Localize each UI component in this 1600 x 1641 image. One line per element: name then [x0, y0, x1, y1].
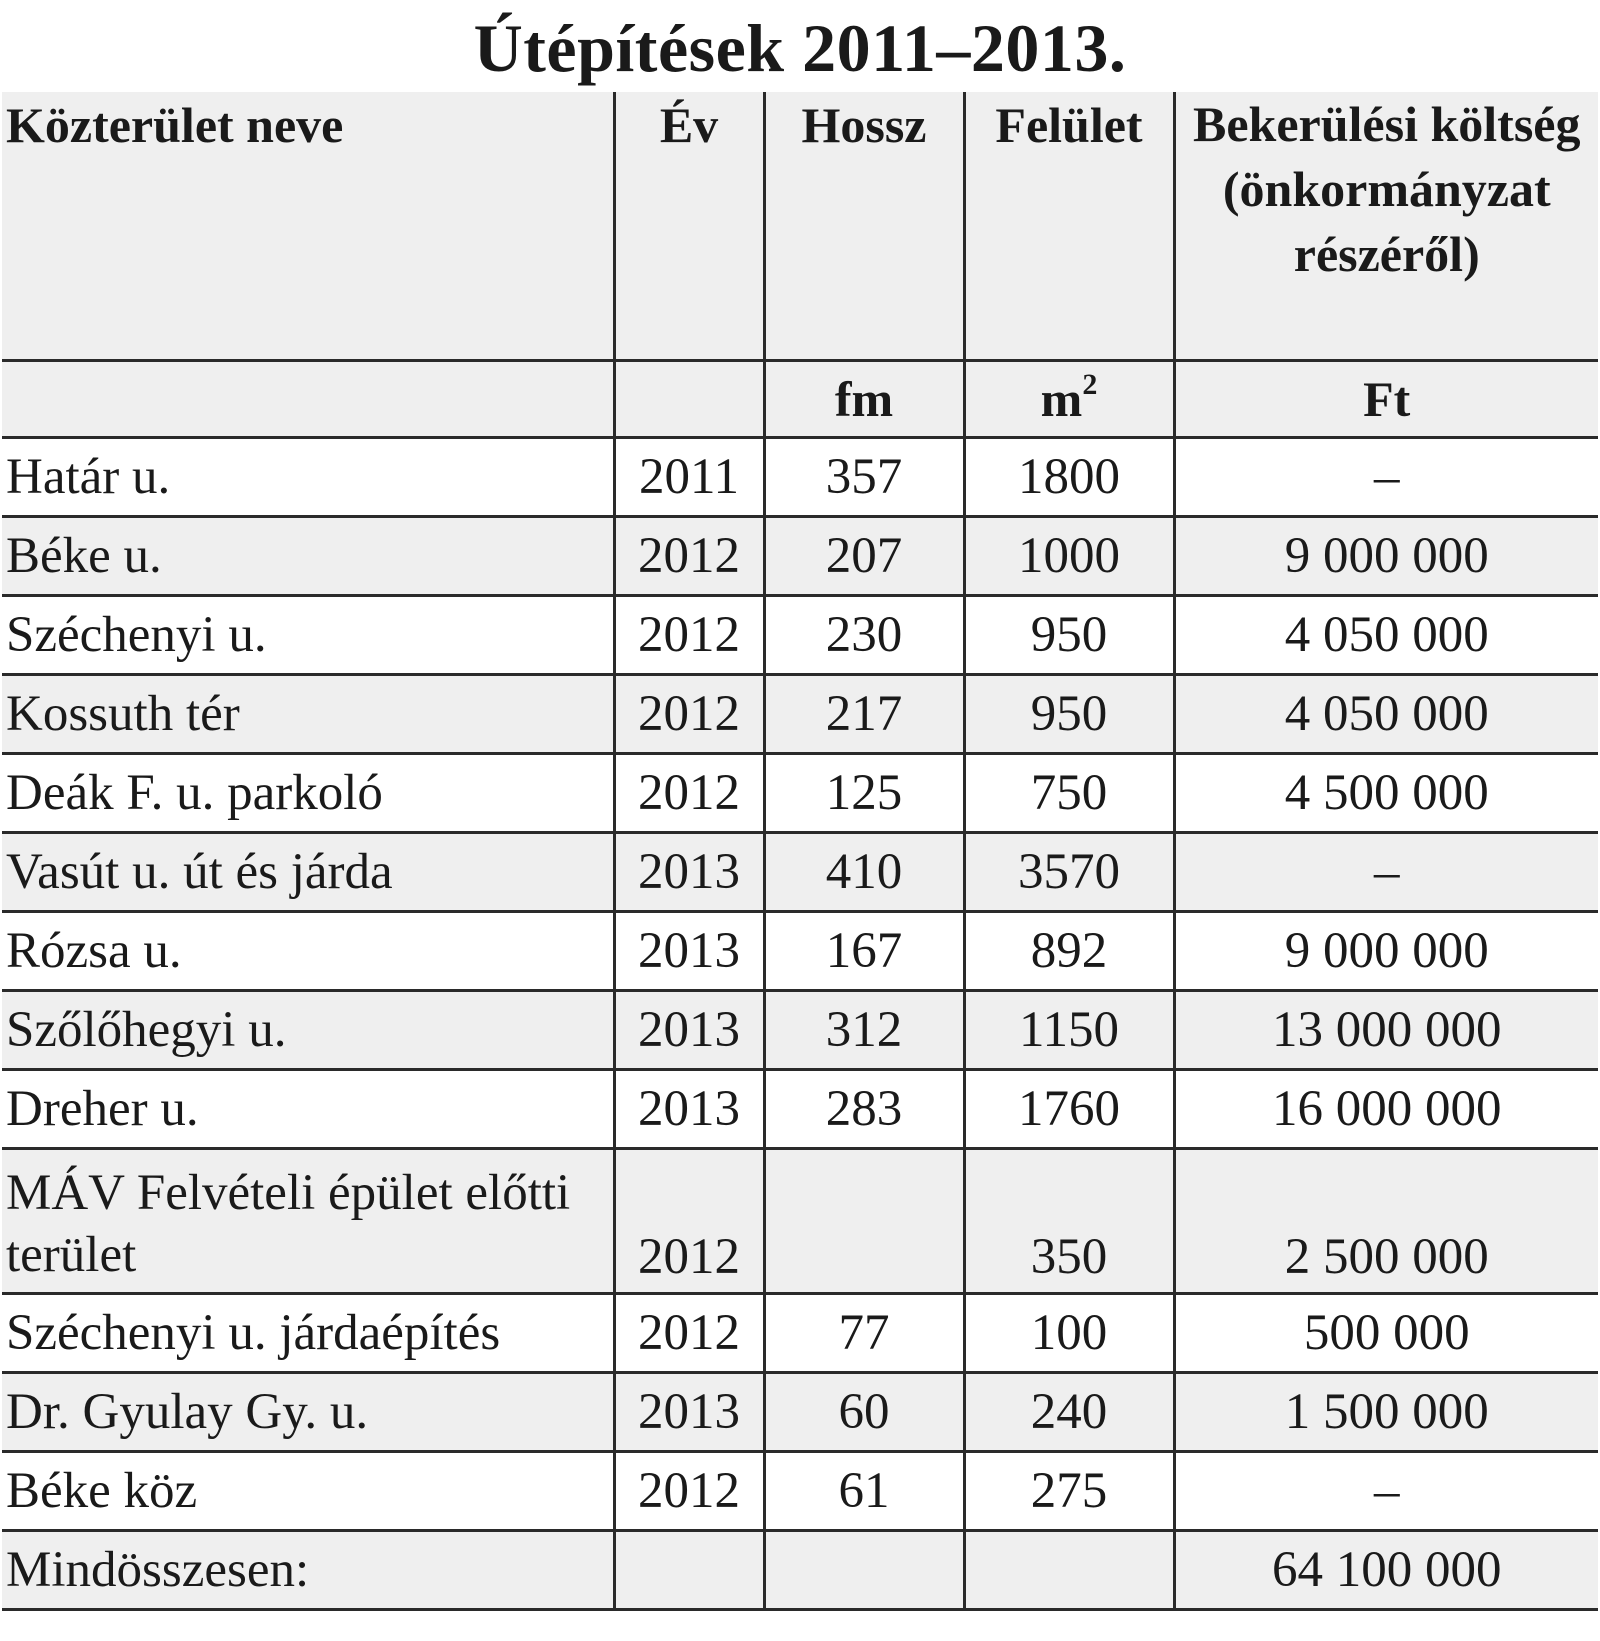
cell-cost: 500 000: [1174, 1293, 1598, 1372]
cell-cost: 9 000 000: [1174, 911, 1598, 990]
cell-area: 240: [964, 1372, 1174, 1451]
cell-length: 410: [764, 832, 964, 911]
total-area: [964, 1530, 1174, 1609]
cell-cost: 13 000 000: [1174, 990, 1598, 1069]
cell-year: 2012: [614, 516, 764, 595]
cell-length: 125: [764, 753, 964, 832]
cell-name: Deák F. u. parkoló: [2, 753, 614, 832]
cell-area: 1000: [964, 516, 1174, 595]
cell-length: 207: [764, 516, 964, 595]
cell-year: 2012: [614, 1293, 764, 1372]
cell-name: Béke köz: [2, 1451, 614, 1530]
cell-cost: –: [1174, 1451, 1598, 1530]
table-row: [2, 911, 1598, 990]
cell-cost: 4 500 000: [1174, 753, 1598, 832]
table-row: [2, 1372, 1598, 1451]
table-row: [2, 990, 1598, 1069]
cell-year: 2013: [614, 1069, 764, 1148]
cell-year: 2012: [614, 674, 764, 753]
cell-area: 750: [964, 753, 1174, 832]
cell-name: Béke u.: [2, 516, 614, 595]
cell-length: 167: [764, 911, 964, 990]
header-row: [2, 92, 1598, 360]
unit-year: [614, 360, 764, 437]
cell-area: 950: [964, 595, 1174, 674]
cell-year: 2013: [614, 911, 764, 990]
table-row: [2, 437, 1598, 516]
cell-name: Vasút u. út és járda: [2, 832, 614, 911]
table-row: [2, 1069, 1598, 1148]
cell-length: 283: [764, 1069, 964, 1148]
cell-cost: 1 500 000: [1174, 1372, 1598, 1451]
cell-name: MÁV Felvételi épület előtti terület: [2, 1148, 614, 1293]
cell-area: 950: [964, 674, 1174, 753]
unit-area-exponent: 2: [1082, 367, 1098, 401]
column-header-cost: Bekerülési költség (önkormányzat részéről): [1174, 92, 1598, 360]
column-header-year: Év: [614, 92, 764, 360]
table-row: [2, 1293, 1598, 1372]
total-row: [2, 1530, 1598, 1609]
cell-cost: 4 050 000: [1174, 595, 1598, 674]
cell-length: 357: [764, 437, 964, 516]
column-header-area: Felület: [964, 92, 1174, 360]
unit-area-base: m: [1040, 370, 1083, 427]
cell-cost: –: [1174, 832, 1598, 911]
cell-year: 2013: [614, 832, 764, 911]
cell-name: Dreher u.: [2, 1069, 614, 1148]
table-row: [2, 516, 1598, 595]
unit-area: [964, 360, 1174, 437]
cell-name: Rózsa u.: [2, 911, 614, 990]
cell-area: 1760: [964, 1069, 1174, 1148]
cell-area: 275: [964, 1451, 1174, 1530]
table-row: [2, 1451, 1598, 1530]
cell-length: 312: [764, 990, 964, 1069]
cell-name: Dr. Gyulay Gy. u.: [2, 1372, 614, 1451]
cell-length: 230: [764, 595, 964, 674]
unit-name: [2, 360, 614, 437]
total-cost: 64 100 000: [1174, 1530, 1598, 1609]
page-title: Útépítések 2011–2013.: [473, 10, 1127, 86]
units-row: [2, 360, 1598, 437]
cell-length: 77: [764, 1293, 964, 1372]
column-header-length: Hossz: [764, 92, 964, 360]
cell-area: 100: [964, 1293, 1174, 1372]
cell-length: 217: [764, 674, 964, 753]
cell-area: 892: [964, 911, 1174, 990]
cell-area: 3570: [964, 832, 1174, 911]
road-construction-table: [2, 92, 1598, 1611]
cell-area: 1800: [964, 437, 1174, 516]
unit-length: fm: [764, 360, 964, 437]
cell-name: Határ u.: [2, 437, 614, 516]
cell-cost: 16 000 000: [1174, 1069, 1598, 1148]
unit-cost: Ft: [1174, 360, 1598, 437]
cell-length: 61: [764, 1451, 964, 1530]
cell-cost: 2 500 000: [1174, 1148, 1598, 1293]
cell-name: Szőlőhegyi u.: [2, 990, 614, 1069]
cell-year: 2012: [614, 1148, 764, 1293]
cell-length: 60: [764, 1372, 964, 1451]
cell-year: 2012: [614, 595, 764, 674]
total-length: [764, 1530, 964, 1609]
cell-name: Kossuth tér: [2, 674, 614, 753]
table-row: [2, 674, 1598, 753]
column-header-name: Közterület neve: [2, 92, 614, 360]
cell-cost: 9 000 000: [1174, 516, 1598, 595]
total-label: Mindösszesen:: [2, 1530, 614, 1609]
cell-year: 2012: [614, 1451, 764, 1530]
total-year: [614, 1530, 764, 1609]
cell-area: 350: [964, 1148, 1174, 1293]
table-row: [2, 753, 1598, 832]
cell-cost: 4 050 000: [1174, 674, 1598, 753]
cell-name: Széchenyi u.: [2, 595, 614, 674]
cell-year: 2013: [614, 1372, 764, 1451]
cell-cost: –: [1174, 437, 1598, 516]
cell-year: 2011: [614, 437, 764, 516]
table-row: [2, 1148, 1598, 1293]
cell-year: 2012: [614, 753, 764, 832]
table-row: [2, 832, 1598, 911]
cell-area: 1150: [964, 990, 1174, 1069]
table-row: [2, 595, 1598, 674]
cell-year: 2013: [614, 990, 764, 1069]
cell-name: Széchenyi u. járdaépítés: [2, 1293, 614, 1372]
cell-length: [764, 1148, 964, 1293]
